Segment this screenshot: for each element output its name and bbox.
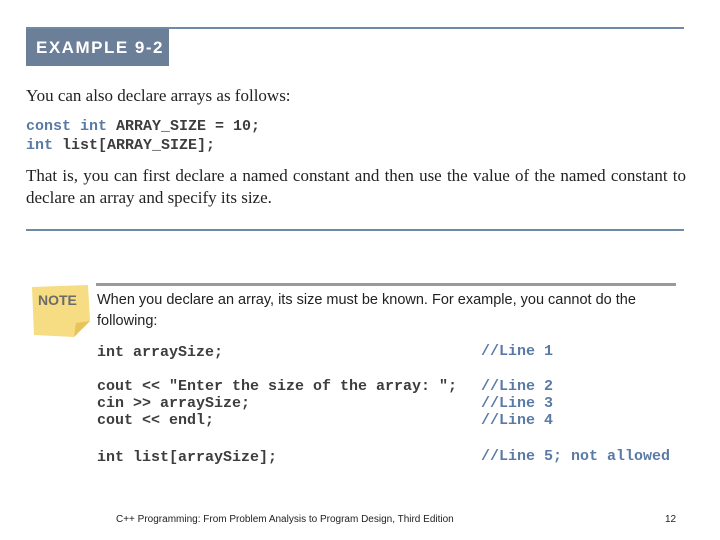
note-code-line-1	[97, 343, 223, 361]
code-line-2	[26, 137, 215, 154]
code-text: list[ARRAY_SIZE];	[53, 137, 216, 154]
line-comment: //Line 1	[481, 343, 554, 360]
note-icon	[30, 283, 92, 339]
code-text: ARRAY_SIZE = 10;	[107, 118, 261, 135]
bottom-divider	[26, 229, 684, 231]
note-text: When you declare an array, its size must be known. For example, you cannot do the following:	[97, 292, 636, 329]
code-keyword: int	[97, 344, 125, 361]
example-label: EXAMPLE 9-2	[26, 29, 169, 66]
line-comment: //Line 4	[481, 412, 554, 429]
code-text: list[arraySize];	[124, 449, 278, 466]
line-comment: //Line 5; not allowed	[481, 448, 671, 465]
code-text: arraySize;	[124, 344, 224, 361]
intro-text: You can also declare arrays as follows:	[26, 86, 291, 105]
code-line-1	[26, 118, 260, 135]
note-code-line-4: cout << endl;	[97, 412, 215, 429]
note-divider	[96, 283, 676, 286]
code-keyword: const int	[26, 118, 108, 135]
code-keyword: int	[97, 449, 125, 466]
footer-title: C++ Programming: From Problem Analysis to Program Design, Third Edition	[116, 514, 454, 525]
note-code-line-3: cin >> arraySize;	[97, 395, 251, 412]
code-keyword: int	[26, 137, 54, 154]
page-number: 12	[665, 514, 677, 525]
line-comment: //Line 3	[481, 395, 554, 412]
note-code-line-2: cout << "Enter the size of the array: ";	[97, 378, 458, 395]
explanation-paragraph: That is, you can first declare a named constant and then use the value of the named constant to declare an array and specify its size.	[26, 166, 686, 207]
line-comment: //Line 2	[481, 378, 554, 395]
note-icon-label: NOTE	[38, 292, 77, 308]
note-code-line-5	[97, 448, 277, 466]
